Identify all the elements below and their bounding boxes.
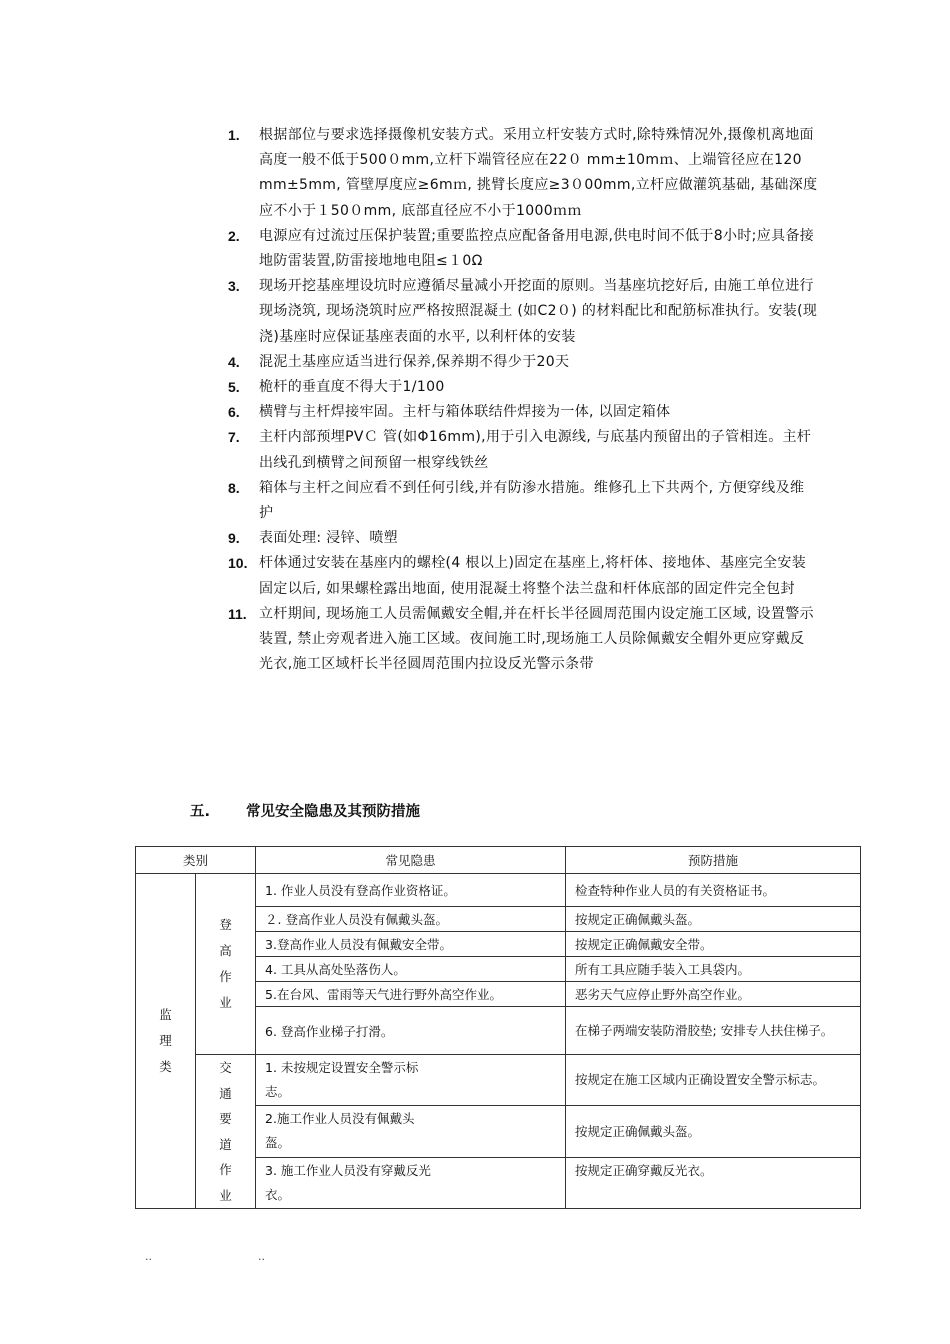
list-item xyxy=(228,425,818,475)
list-text: 根据部位与要求选择摄像机安装方式。采用立杆安装方式时,除特殊情况外,摄像机离地面高度一般不低于500０mm,立杆下端管径应在22０ mm±10mｍ、上端管径应在120 mm±5mm, 管壁厚度应≥6mｍ, 挑臂长度应≥3０00mm,立杆应做灌筑基础, 基础深度应不小于１50０mm, 底部直径应不小于1000ｍｍ xyxy=(259,127,818,219)
hazard-cell xyxy=(256,1055,566,1106)
table-row xyxy=(136,874,861,907)
measure-cell: 按规定正确佩戴头盔。 xyxy=(566,907,861,932)
footer-right-mark: .. xyxy=(258,1250,265,1263)
group-cell xyxy=(196,874,256,1055)
list-text: 桅杆的垂直度不得大于1/100 xyxy=(259,379,445,396)
list-text: 电源应有过流过压保护装置;重要监控点应配备备用电源,供电时间不低于8小时;应具备接地防雷装置,防雷接地地电阻≤１0Ω xyxy=(259,227,815,270)
list-item xyxy=(228,526,818,551)
group-label: 登高作业 xyxy=(219,917,232,1010)
list-text: 表面处理: 浸锌、喷塑 xyxy=(259,530,399,547)
list-text: 混泥土基座应适当进行保养,保养期不得少于20天 xyxy=(259,353,570,370)
hazard-cell: 3.登高作业人员没有佩戴安全带。 xyxy=(256,932,566,957)
list-text: 立杆期间, 现场施工人员需佩戴安全帽,并在杆长半径圆周范围内设定施工区域, 设置警示装置, 禁止旁观者进入施工区域。夜间施工时,现场施工人员除佩戴安全帽外更应穿戴反光衣,施工区域杆长半径圆周范围内拉设反光警示条带 xyxy=(259,605,814,673)
list-number: 2. xyxy=(228,227,240,244)
measure-cell: 按规定正确佩戴头盔。 xyxy=(566,1106,861,1157)
hazard-text: 2.施工作业人员没有佩戴头盔。 xyxy=(265,1111,415,1151)
list-item xyxy=(228,400,818,425)
list-text: 现场开挖基座埋设坑时应遵循尽量减小开挖面的原则。当基座坑挖好后, 由施工单位进行现场浇筑, 现场浇筑时应严格按照混凝土 (如C2０) 的材料配比和配筋标准执行。安装(现浇)基座时应保证基座表面的水平, 以利杆体的安装 xyxy=(259,278,818,345)
measure-cell: 恶劣天气应停止野外高空作业。 xyxy=(566,982,861,1007)
list-number: 1. xyxy=(228,127,240,143)
header-category: 类别 xyxy=(136,847,256,874)
list-text: 主杆内部预埋PVＣ 管(如Φ16mm),用于引入电源线, 与底基内预留出的子管相连。主杆出线孔到横臂之间预留一根穿线铁丝 xyxy=(259,429,812,471)
list-item xyxy=(228,476,818,526)
hazard-cell: 4. 工具从高处坠落伤人。 xyxy=(256,957,566,982)
section-heading xyxy=(190,800,420,821)
hazard-cell: 5.在台风、雷雨等天气进行野外高空作业。 xyxy=(256,982,566,1007)
list-number: 7. xyxy=(228,429,240,446)
list-text: 横臂与主杆焊接牢固。主杆与箱体联结件焊接为一体, 以固定箱体 xyxy=(259,404,671,421)
header-measure: 预防措施 xyxy=(566,847,861,874)
table-row xyxy=(136,1055,861,1106)
list-item xyxy=(228,551,818,601)
list-number: 3. xyxy=(228,278,240,295)
hazard-text: 1. 未按规定设置安全警示标志。 xyxy=(265,1060,419,1100)
hazard-cell: 1. 作业人员没有登高作业资格证。 xyxy=(256,874,566,907)
category-label: 监理类 xyxy=(159,1007,172,1074)
group-label: 交通要道作业 xyxy=(219,1060,232,1203)
hazard-cell xyxy=(256,1106,566,1157)
list-number: 4. xyxy=(228,353,240,370)
installation-requirements-list xyxy=(228,123,818,677)
hazard-text: 3. 施工作业人员没有穿戴反光衣。 xyxy=(265,1162,431,1202)
header-hazard: 常见隐患 xyxy=(256,847,566,874)
measure-cell: 按规定正确佩戴安全带。 xyxy=(566,932,861,957)
category-cell xyxy=(136,874,196,1209)
list-item xyxy=(228,602,818,678)
list-item xyxy=(228,350,818,375)
safety-hazard-table xyxy=(135,846,861,1209)
table-header-row xyxy=(136,847,861,874)
list-item xyxy=(228,274,818,350)
list-item xyxy=(228,224,818,274)
list-text: 箱体与主杆之间应看不到任何引线,并有防渗水措施。维修孔上下共两个, 方便穿线及维护 xyxy=(259,479,805,522)
group-cell xyxy=(196,1055,256,1209)
list-number: 9. xyxy=(228,530,240,547)
list-number: 11. xyxy=(228,605,247,622)
list-number: 8. xyxy=(228,479,240,496)
section-title: 常见安全隐患及其预防措施 xyxy=(246,804,420,820)
list-item xyxy=(228,375,818,400)
measure-cell: 检查特种作业人员的有关资格证书。 xyxy=(566,874,861,907)
measure-cell: 按规定在施工区域内正确设置安全警示标志。 xyxy=(566,1055,861,1106)
list-number: 10. xyxy=(228,555,248,572)
list-text: 杆体通过安装在基座内的螺栓(4 根以上)固定在基座上,将杆体、接地体、基座完全安装固定以后, 如果螺栓露出地面, 使用混凝土将整个法兰盘和杆体底部的固定件完全包封 xyxy=(259,555,807,597)
measure-cell: 在梯子两端安装防滑胶垫; 安排专人扶住梯子。 xyxy=(566,1007,861,1055)
list-number: 6. xyxy=(228,404,240,421)
measure-cell: 所有工具应随手装入工具袋内。 xyxy=(566,957,861,982)
hazard-cell: ２. 登高作业人员没有佩戴头盔。 xyxy=(256,907,566,932)
footer-left-mark: .. xyxy=(145,1250,152,1263)
hazard-cell xyxy=(256,1157,566,1208)
section-number: 五. xyxy=(190,804,211,820)
list-number: 5. xyxy=(228,379,240,396)
measure-cell: 按规定正确穿戴反光衣。 xyxy=(566,1157,861,1208)
list-item xyxy=(228,123,818,224)
hazard-cell: 6. 登高作业梯子打滑。 xyxy=(256,1007,566,1055)
